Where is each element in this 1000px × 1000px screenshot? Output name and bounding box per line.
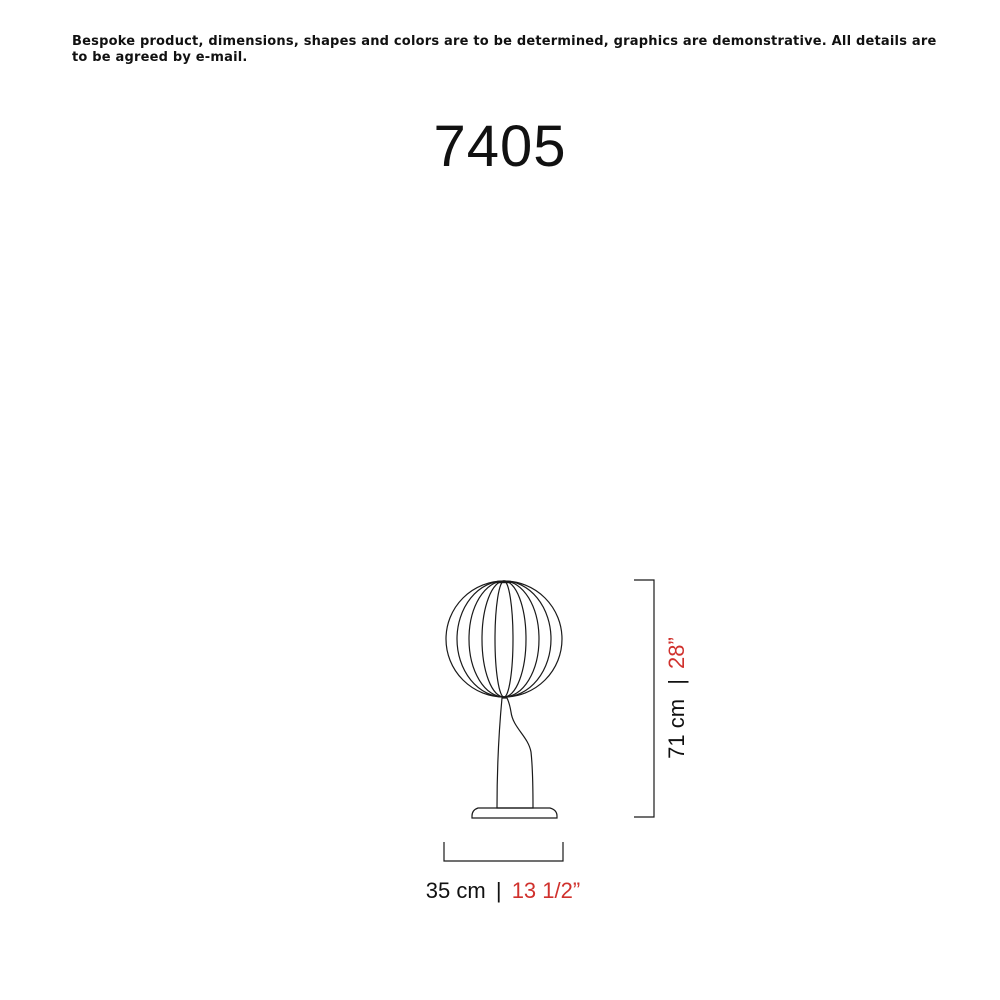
width-separator: |: [495, 878, 502, 903]
lamp-base-plate: [472, 808, 557, 818]
height-imperial: 28”: [664, 637, 689, 669]
lamp-shade-rib: [457, 581, 551, 697]
height-metric: 71 cm: [664, 698, 689, 759]
width-metric: 35 cm: [425, 878, 486, 903]
height-dimension-label: [664, 637, 689, 759]
lamp-shade-rib: [495, 581, 513, 697]
model-number: 7405: [433, 114, 567, 179]
lamp-stem: [497, 698, 533, 808]
disclaimer-text: Bespoke product, dimensions, shapes and colors are to be determined, graphics are demonstrative. All details are to be agreed by e-mail.: [72, 34, 937, 65]
lamp-shade-rib: [469, 581, 539, 697]
lamp-shade-rib: [482, 581, 526, 697]
width-dimension-line: [444, 842, 563, 861]
height-separator: |: [664, 679, 689, 685]
width-dimension-label: [426, 878, 580, 903]
width-imperial: 13 1/2”: [511, 878, 581, 903]
table-lamp-illustration: [446, 581, 562, 818]
height-dimension-line: [634, 580, 654, 817]
lamp-shade-globe: [446, 581, 562, 697]
